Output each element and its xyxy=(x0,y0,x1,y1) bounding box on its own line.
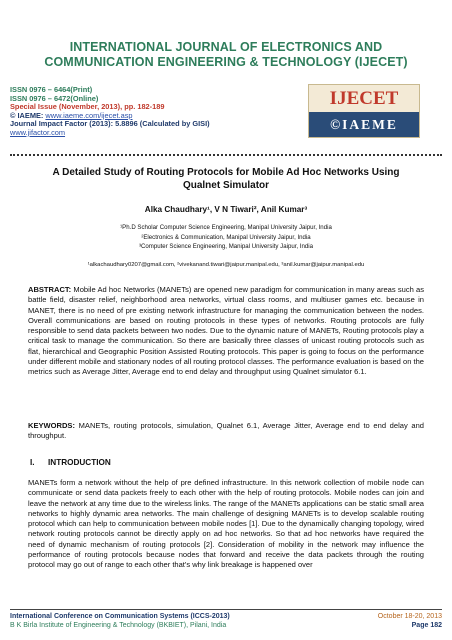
abstract xyxy=(28,285,424,378)
footer-left xyxy=(10,612,230,630)
paper-title-line2: Qualnet Simulator xyxy=(182,179,270,191)
ijecet-logo xyxy=(308,84,420,138)
paper-title-line1: A Detailed Study of Routing Protocols for Mobile Ad Hoc Networks Using xyxy=(52,167,400,178)
issn-print: ISSN 0976 – 6464(Print) xyxy=(10,85,93,94)
footer-date: October 18-20, 2013 xyxy=(377,613,442,620)
footer-institute: B K Birla Institute of Engineering & Technology (BKBIET), Pilani, India xyxy=(10,622,227,629)
journal-title-line1: INTERNATIONAL JOURNAL OF ELECTRONICS AND xyxy=(69,40,383,54)
iaeme-prefix: © IAEME: xyxy=(10,110,46,120)
footer-divider xyxy=(10,609,442,610)
keywords-text: MANETs, routing protocols, simulation, Qualnet 6.1, Average Jitter, Average end to end delay and throughput. xyxy=(28,421,424,441)
impact-factor: Journal Impact Factor (2013): 5.8896 (Calculated by GISI) xyxy=(10,119,210,129)
keywords xyxy=(28,421,424,442)
keywords-label: KEYWORDS: xyxy=(28,421,75,430)
abstract-text: Mobile Ad hoc Networks (MANETs) are opened new paradigm for communication in many areas such as battle field, disaster relief, neighborhood area networks, virtual class rooms, and multiuser games etc. because in MANET, there is no need of pre existing network infrastructure for managing the communication between the nodes. Overall communications are based on routing protocols in these types of networks. Routing protocols are fully responsible to send data packets between two nodes. Due to the dynamic nature of MANETs, Routing protocols play a critical task to manage the communication. So there are basically three classes of unicast routing protocols such as flat, hierarchical and Geographic Position Assisted Routing protocols. This paper is going to focus on the performance under different mobile and stationary nodes of all routing protocol classes. The performance evaluation is based on the metrics such as Average Jitter, Average end to end delay and throughput using Qualnet simulator 6.1. xyxy=(28,285,424,377)
introduction-text: MANETs form a network without the help of pre defined infrastructure. In this network collection of mobile node can communicate or send data packets freely to each other with the help of routing protocols. Mobile nodes can join and leave the network at any time due to the wireless links. The range of the MANETs applications can be static small area networks to highly dynamic area networks. The main challenge of designing MANETs is to develop scalable routing protocol which can help to communication between mobile nodes [1]. Due to the dynamically changing topology, wired network routing protocols cannot be directly apply on ad hoc networks. So that ad hoc networks have required the need of dynamic mechanism of routing protocols [2]. Consideration of mobility in the network may influence the performance of routing protocols because nodes that forward and receive the data packets through the routing protocol may go out of range to each other that's why link breakage is happened over xyxy=(28,478,424,570)
issn-online: ISSN 0976 – 6472(Online) xyxy=(10,93,99,103)
section-title: INTRODUCTION xyxy=(48,458,111,467)
authors: Alka Chaudhary¹, V N Tiwari², Anil Kumar³ xyxy=(144,205,308,214)
logo-top-text: IJECET xyxy=(329,88,399,109)
journal-title xyxy=(20,40,432,70)
section-heading-introduction xyxy=(30,458,111,467)
section-number: I. xyxy=(30,458,35,467)
journal-title-line2: COMMUNICATION ENGINEERING & TECHNOLOGY (IJECET) xyxy=(44,55,408,69)
footer-conference: International Conference on Communication Systems (ICCS-2013) xyxy=(10,613,230,620)
footer-page-number: Page 182 xyxy=(411,622,442,629)
iaeme-link[interactable]: www.iaeme.com/ijecet.asp xyxy=(45,110,133,120)
abstract-label: ABSTRACT: xyxy=(28,285,72,294)
logo-bottom-text: ©IAEME xyxy=(309,112,419,137)
author-emails: ¹alkachaudhary0207@gmail.com, ²vivekanand.tiwari@jaipur.manipal.edu, ³anil.kumar@jaipur.manipal.edu xyxy=(87,262,365,268)
paper-title xyxy=(36,167,416,192)
footer-right xyxy=(378,612,442,630)
affiliation-1: ¹Ph.D Scholar Computer Science Engineering, Manipal University Jaipur, India xyxy=(120,224,332,231)
affiliations xyxy=(0,223,452,252)
special-issue: Special Issue (November, 2013), pp. 182-189 xyxy=(10,102,165,112)
journal-meta xyxy=(10,86,310,138)
affiliation-3: ³Computer Science Engineering, Manipal University Jaipur, India xyxy=(138,243,314,251)
affiliation-2: ²Electronics & Communication, Manipal University Jaipur, India xyxy=(141,233,311,241)
header-divider xyxy=(10,154,442,156)
jifactor-link[interactable]: www.jifactor.com xyxy=(10,127,66,137)
